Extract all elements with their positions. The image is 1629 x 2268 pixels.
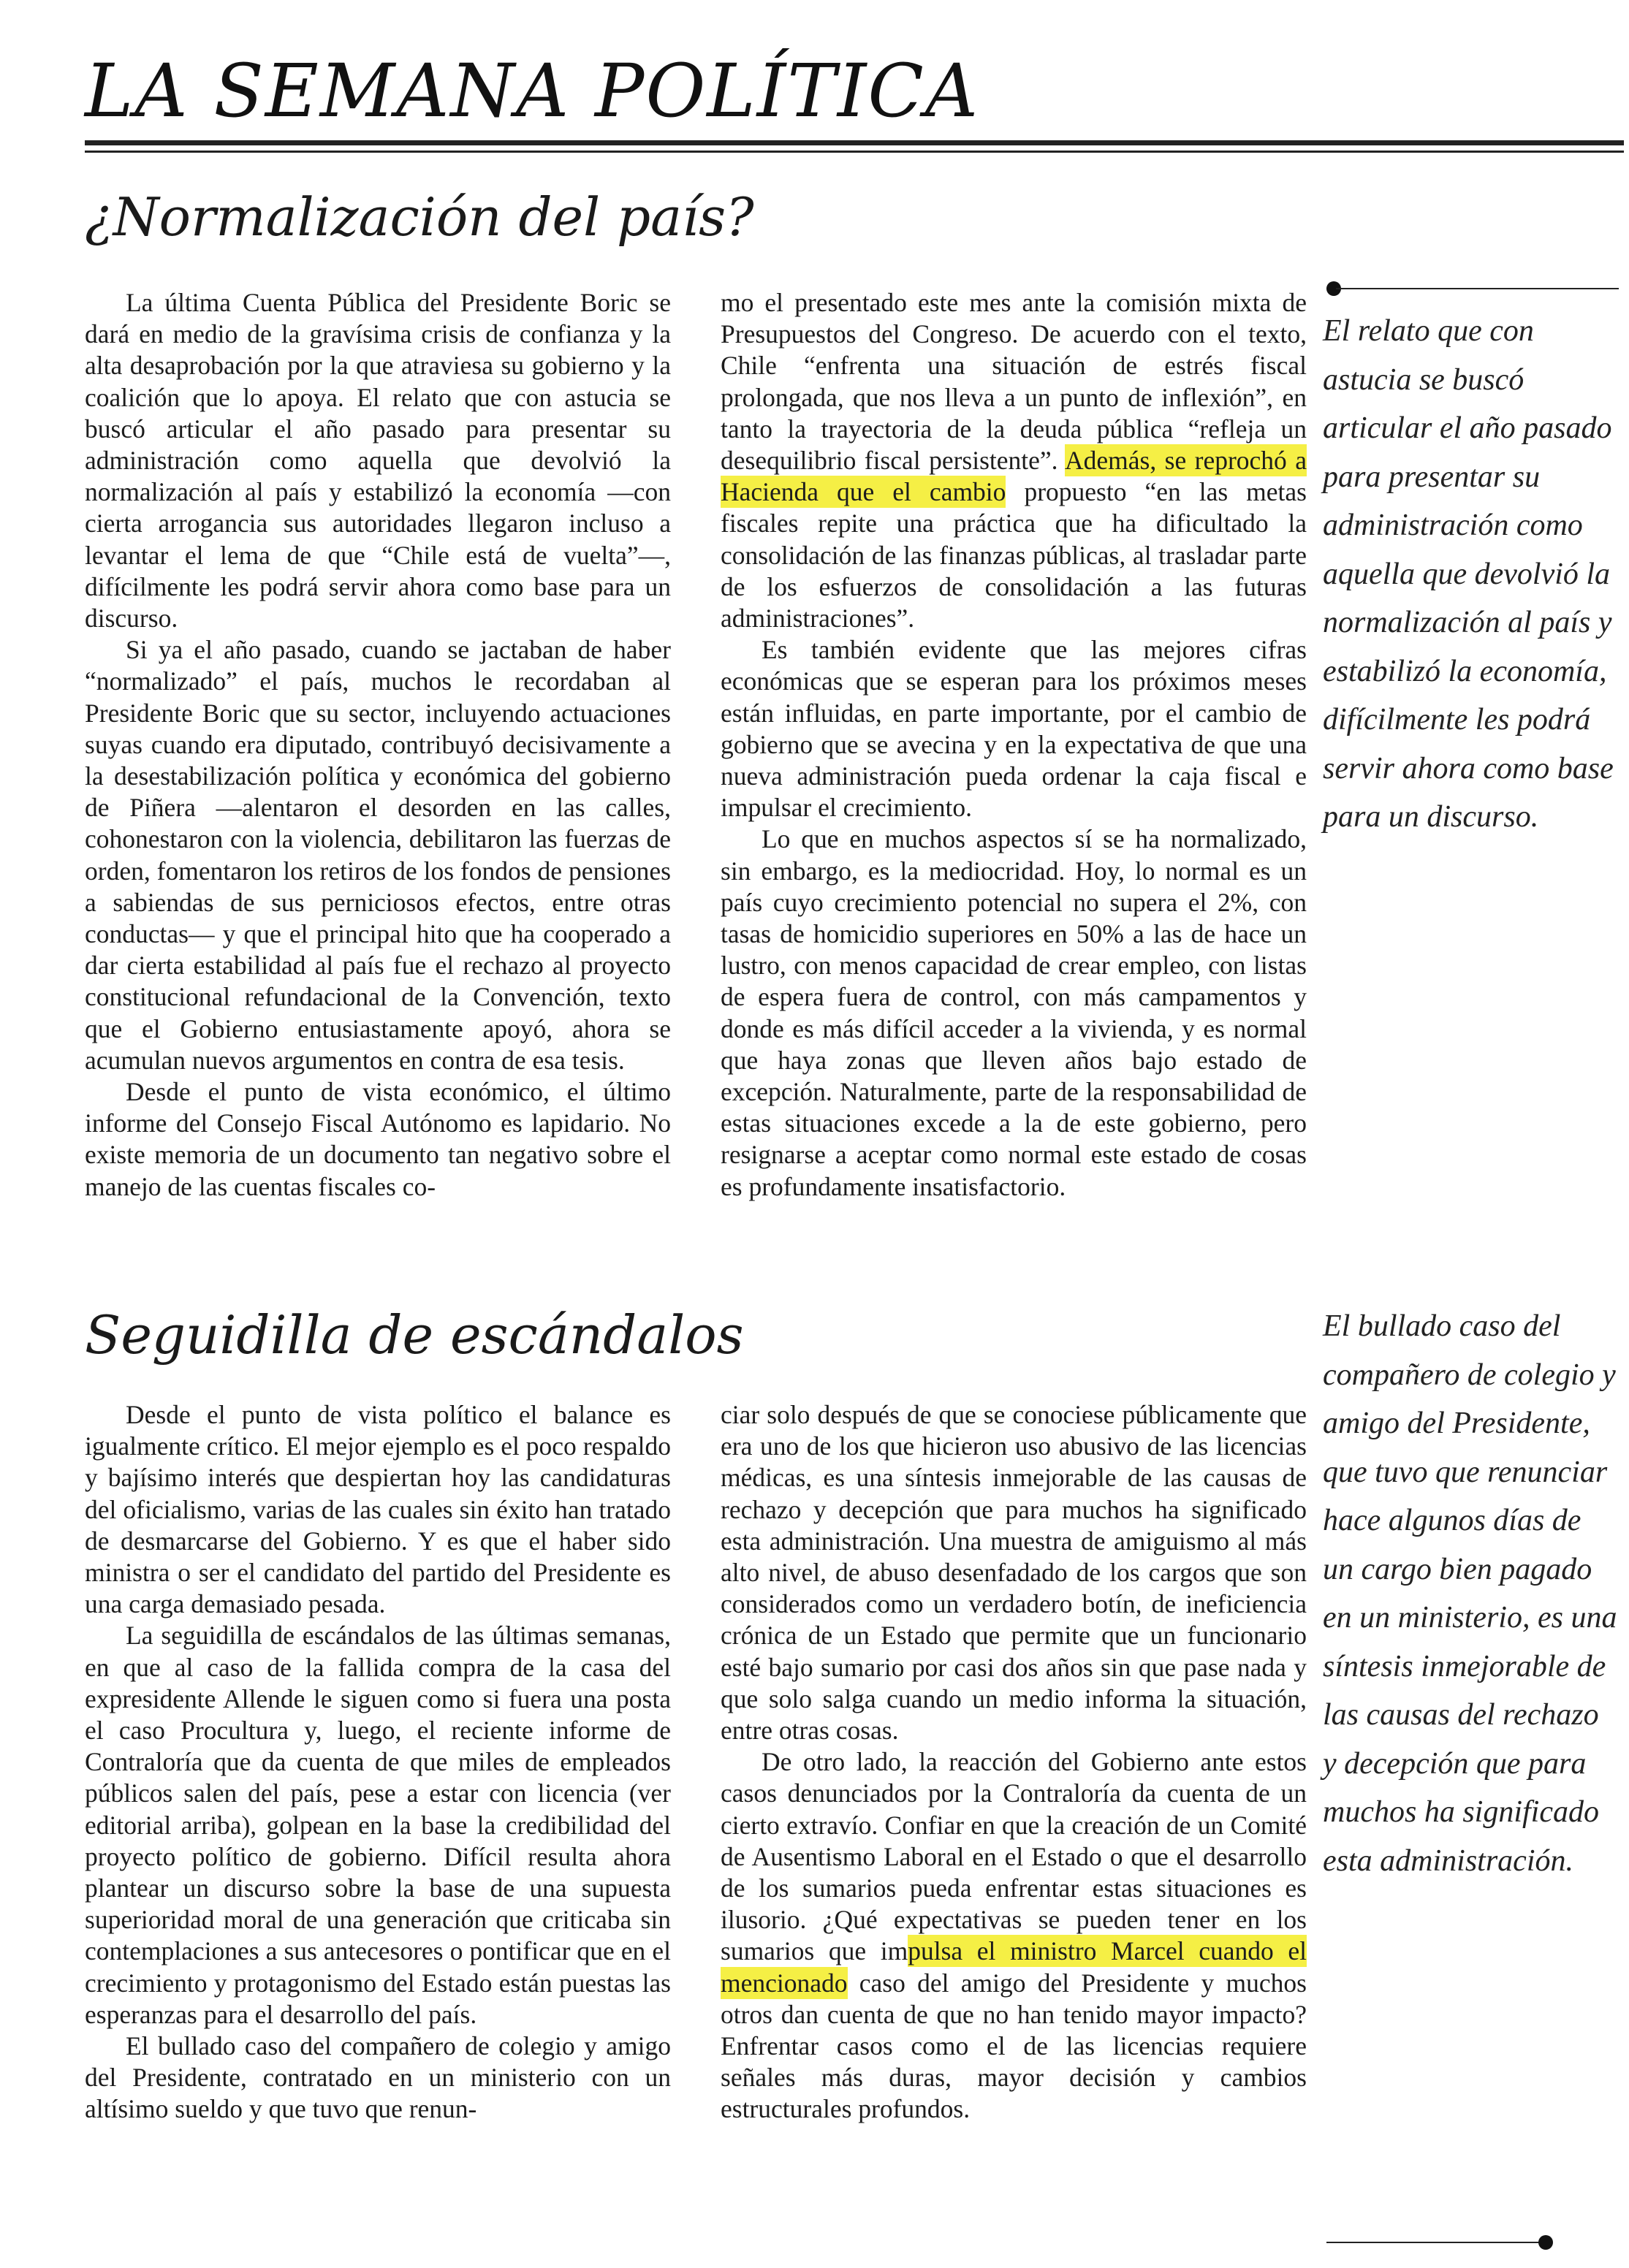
highlighted-passage-marcel: pulsa el ministro Marcel cuando el mencionado — [721, 1936, 1307, 1998]
section2-paragraph-3: El bullado caso del compañero de colegio y amigo del Presidente, contratado en un ministerio con un altísimo sueldo y que tuvo que renun- — [85, 2031, 671, 2124]
pull-quote-1-rule — [1336, 288, 1619, 289]
masthead-title: LA SEMANA POLÍTICA — [85, 48, 980, 134]
pull-quote-2: El bullado caso del compañero de colegio y amigo del Presidente, que tuvo que renunciar hace algunos días de un cargo bien pagado en un ministerio, es una síntesis inmejorable de las causas del rechazo y decepción que para muchos ha significado esta administración. — [1323, 1309, 1617, 1878]
section2-right-column — [721, 1399, 1307, 2126]
section1-paragraph-2: Si ya el año pasado, cuando se jactaban de haber “normalizado” el país, muchos le recordaban al Presidente Boric que su sector, incluyendo actuaciones suyas cuando era diputado, contribuyó decisivamente a la desestabilización política y económica del gobierno de Piñera —alentaron el desorden en las calles, cohonestaron con la violencia, debilitaron las fuerzas de orden, fomentaron los retiros de los fondos de pensiones a sabiendas de sus perniciosos efectos, entre otras conductas— y que el principal hito que ha cooperado a dar cierta estabilidad al país fue el rechazo al proyecto constitucional refundacional de la Convención, texto que el Gobierno entusiastamente apoyó, ahora se acumulan nuevos argumentos en contra de esa tesis. — [85, 635, 671, 1075]
section1-title: ¿Normalización del país? — [85, 186, 754, 248]
section1-p4-text: mo el presentado este mes ante la comisión mixta de Presupuestos del Congreso. De acuerdo con el texto, Chile “enfrenta una situación de estrés fiscal prolongada, que nos lleva a un punto de inflexión”, en tanto la trayectoria de la deuda pública “refleja un desequilibrio fiscal persistente”. — [721, 288, 1307, 476]
section1-paragraph-1: La última Cuenta Pública del Presidente Boric se dará en medio de la gravísima crisis de confianza y la alta desaprobación por la que atraviesa su gobierno y la coalición que lo apoya. El relato que con astucia se buscó articular el año pasado para presentar su administración como aquella que devolvió la normalización al país y estabilizó la economía —con cierta arrogancia sus autoridades llegaron incluso a levantar el lema de que “Chile está de vuelta”—, difícilmente les podrá servir ahora como base para un discurso. — [85, 288, 671, 633]
pull-quote-1: El relato que con astucia se buscó articular el año pasado para presentar su administración como aquella que devolvió la normalización al país y estabilizó la economía, difícilmente les podrá servir ahora como base para un discurso. — [1323, 314, 1614, 834]
section2-title: Seguidilla de escándalos — [85, 1304, 744, 1366]
section1-p4-text-end: propuesto “en las metas fiscales repite una práctica que ha dificultado la consolidación de las finanzas públicas, al trasladar parte de los esfuerzos de consolidación a las futuras administraciones”. — [721, 477, 1307, 633]
highlighted-passage-hacienda: Además, se reprochó a Hacienda que el cambio — [721, 446, 1307, 507]
section2-paragraph-1: Desde el punto de vista político el balance es igualmente crítico. El mejor ejemplo es el poco respaldo y bajísimo interés que despiertan hoy las candidaturas del oficialismo, varias de las cuales sin éxito han tratado de desmarcarse del Gobierno. Y es que el haber sido ministra o ser el candidato del partido del Presidente es una carga demasiado pesada. — [85, 1400, 671, 1619]
section1-right-column — [721, 287, 1307, 1203]
section1-paragraph-6: Lo que en muchos aspectos sí se ha normalizado, sin embargo, es la mediocridad. Hoy, lo normal es un país cuyo crecimiento potencial no supera el 2%, con tasas de homicidio superiores en 50% a las de hace un lustro, con menos capacidad de crear empleo, con listas de espera fuera de control, con más campamentos y donde es más difícil acceder a la vivienda, y es normal que haya zonas que lleven años bajo estado de excepción. Naturalmente, parte de la responsabilidad de estas situaciones excede a la de este gobierno, pero resignarse a aceptar como normal este estado de cosas es profundamente insatisfactorio. — [721, 824, 1307, 1201]
section1-paragraph-3: Desde el punto de vista económico, el último informe del Consejo Fiscal Autónomo es lapidario. No existe memoria de un documento tan negativo sobre el manejo de las cuentas fiscales co- — [85, 1077, 671, 1201]
masthead-rule-top — [85, 140, 1624, 145]
masthead-rule-bottom — [85, 151, 1624, 153]
pull-quote-2-rule — [1326, 2242, 1546, 2243]
section2-p5-text: De otro lado, la reacción del Gobierno ante estos casos denunciados por la Contraloría da cuenta de un cierto extravío. Confiar en que la creación de un Comité de Ausentismo Laboral en el Estado o que el desarrollo de los sumarios pueda enfrentar estas situaciones es ilusorio. ¿Qué expectativas se pueden tener en los sumarios que im — [721, 1747, 1307, 1966]
section2-left-column — [85, 1399, 671, 2126]
section1-paragraph-4 — [721, 287, 1307, 634]
section1-paragraph-5: Es también evidente que las mejores cifras económicas que se esperan para los próximos meses están influidas, en parte importante, por el cambio de gobierno que se avecina y en la expectativa de que una nueva administración pueda ordenar la caja fiscal e impulsar el crecimiento. — [721, 635, 1307, 823]
section1-left-column — [85, 287, 671, 1203]
section2-paragraph-2: La seguidilla de escándalos de las últimas semanas, en que al caso de la fallida compra de la casa del expresidente Allende le siguen como si fuera una posta el caso Procultura y, luego, el reciente informe de Contraloría que da cuenta de que miles de empleados públicos salen del país, pese a estar con licencia (ver editorial arriba), golpean en la base la credibilidad del proyecto político de gobierno. Difícil resulta ahora plantear un discurso sobre la base de una supuesta superioridad moral de una generación que criticaba sin contemplaciones a sus antecesores o pontificar que en el crecimiento y protagonismo del Estado están puestas las esperanzas para el desarrollo del país. — [85, 1621, 671, 2029]
section2-paragraph-4: ciar solo después de que se conociese públicamente que era uno de los que hicieron uso abusivo de las licencias médicas, es una síntesis inmejorable de las causas de rechazo y decepción que para muchos ha significado esta administración. Una muestra de amiguismo al más alto nivel, de abuso desenfadado de los cargos que son considerados como un verdadero botín, de ineficiencia crónica de un Estado que permite que un funcionario esté bajo sumario por casi dos años sin que pase nada y que solo salga cuando un medio informa la situación, entre otras cosas. — [721, 1400, 1307, 1746]
section2-paragraph-5 — [721, 1746, 1307, 2125]
section2-p5-text-end: caso del amigo del Presidente y muchos otros dan cuenta de que no han tenido mayor impacto? Enfrentar casos como el de las licencias requiere señales más duras, mayor decisión y cambios estructurales profundos. — [721, 1968, 1307, 2124]
pull-quote-2-dot — [1538, 2235, 1553, 2250]
